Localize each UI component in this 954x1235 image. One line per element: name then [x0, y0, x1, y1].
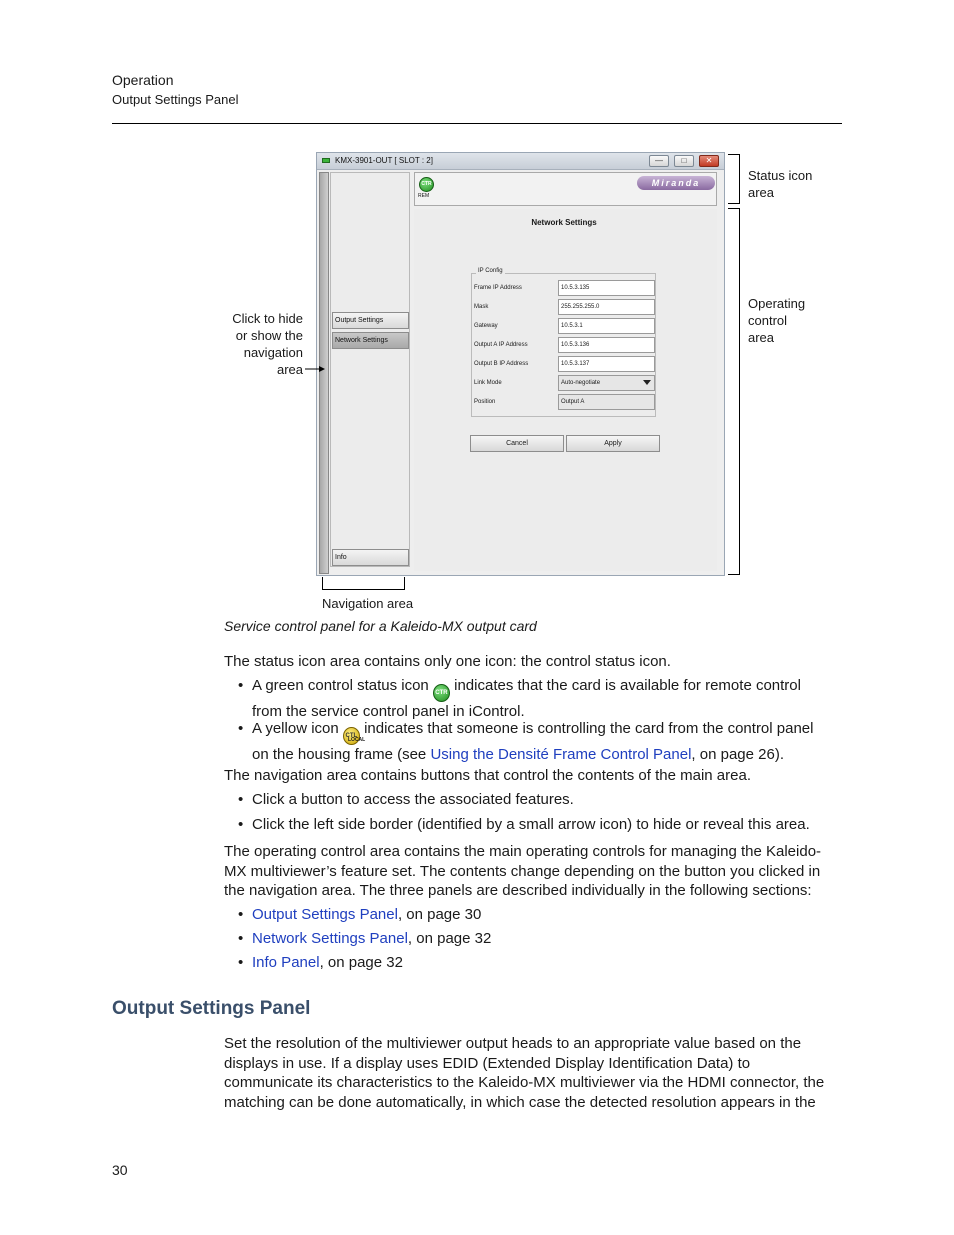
paragraph-operating: [224, 842, 844, 901]
hide-show-callout: [210, 310, 303, 378]
gateway-label: Gateway: [474, 323, 498, 329]
control-status-icon[interactable]: CTR: [419, 177, 434, 192]
paragraph-output-settings: [224, 1034, 844, 1112]
panel-title: Network Settings: [531, 218, 597, 227]
yellow-status-icon: CTL: [343, 727, 360, 745]
info-panel-link[interactable]: Info Panel: [252, 954, 320, 971]
apply-button[interactable]: Apply: [566, 435, 660, 452]
bullet-text-span: A yellow icon: [252, 720, 339, 737]
bullet-marker: •: [238, 791, 244, 808]
output-b-ip-input[interactable]: 10.5.3.137: [558, 356, 655, 372]
frame-ip-input[interactable]: 10.5.3.135: [558, 280, 655, 296]
link-suffix: , on page 32: [319, 954, 403, 971]
link-mode-select[interactable]: [558, 375, 655, 391]
paragraph-line: the navigation area. The three panels are described individually in the following sections:: [224, 882, 812, 899]
bullet-marker: •: [238, 954, 244, 971]
bullet-text-span: on the housing frame (see: [252, 746, 427, 763]
paragraph-line: MX multiviewer’s feature set. The contents change depending on the button you clicked in: [224, 862, 821, 880]
callout-line: area: [748, 185, 775, 200]
page-number: 30: [112, 1162, 128, 1178]
nav-network-settings-button[interactable]: Network Settings: [332, 332, 409, 349]
navigation-area-callout: Navigation area: [322, 596, 414, 611]
network-settings-link[interactable]: Network Settings Panel: [252, 930, 408, 947]
running-header-section: Operation: [112, 72, 174, 88]
mask-input[interactable]: 255.255.255.0: [558, 299, 655, 315]
yellow-icon-local-label: LOCAL: [348, 737, 366, 743]
cancel-button[interactable]: Cancel: [470, 435, 564, 452]
navigation-area: [330, 172, 410, 567]
bullet-text-span: A green control status icon: [252, 677, 429, 694]
hide-show-arrow-icon: [303, 363, 327, 375]
frame-ip-label: Frame IP Address: [474, 285, 522, 291]
gateway-input[interactable]: 10.5.3.1: [558, 318, 655, 334]
position-label: Position: [474, 399, 496, 405]
status-icon-area-bracket: [728, 154, 740, 204]
bullet-text-span: , on page 26).: [691, 746, 784, 763]
running-header-subsection: Output Settings Panel: [112, 92, 239, 107]
nav-output-settings-button[interactable]: Output Settings: [332, 312, 409, 329]
link-item: [252, 953, 844, 973]
paragraph-line: The operating control area contains the main operating controls for managing the Kaleido-: [224, 843, 822, 860]
operating-control-area-bracket: [728, 208, 740, 575]
link-mode-value: Auto-negotiate: [561, 380, 601, 386]
callout-line: or show the: [235, 328, 303, 343]
status-led-icon: [322, 158, 330, 163]
nav-info-button[interactable]: Info: [332, 549, 409, 566]
paragraph-line: displays in use. If a display uses EDID (Extended Display Identification Data) to: [224, 1054, 751, 1072]
bullet-marker: •: [238, 677, 244, 694]
callout-line: area: [276, 362, 303, 377]
callout-line: Click to hide: [232, 311, 303, 326]
paragraph-line: Set the resolution of the multiviewer output heads to an appropriate value based on the: [224, 1035, 802, 1052]
section-heading: Output Settings Panel: [112, 998, 311, 1019]
bullet-yellow-icon: [252, 719, 844, 765]
bullet-marker: •: [238, 816, 244, 833]
output-a-ip-label: Output A IP Address: [474, 342, 528, 348]
densite-frame-panel-link[interactable]: Using the Densité Frame Control Panel: [430, 746, 692, 763]
operating-control-area: [414, 209, 717, 571]
position-value: Output A: [558, 394, 655, 410]
green-status-icon: CTR: [433, 684, 450, 702]
maximize-icon[interactable]: □: [674, 155, 694, 167]
dropdown-arrow-icon: [643, 380, 651, 385]
callout-line: area: [748, 330, 775, 345]
output-b-ip-label: Output B IP Address: [474, 361, 529, 367]
window-titlebar: [317, 153, 724, 170]
callout-line: Status icon: [748, 168, 813, 183]
header-rule: [112, 123, 842, 124]
link-suffix: , on page 32: [407, 930, 492, 947]
bullet-click-border: Click the left side border (identified by a small arrow icon) to hide or reveal this area.: [252, 816, 810, 833]
bullet-marker: •: [238, 930, 244, 947]
bullet-click-button: Click a button to access the associated features.: [252, 791, 574, 808]
bullet-text-span: indicates that someone is controlling the card from the control panel: [364, 720, 814, 737]
link-item: [252, 905, 844, 925]
paragraph-navigation: The navigation area contains buttons that control the contents of the main area.: [224, 767, 751, 784]
output-settings-link[interactable]: Output Settings Panel: [252, 906, 398, 923]
mask-label: Mask: [474, 304, 489, 310]
bullet-green-icon: [252, 676, 844, 722]
window-title: KMX-3901-OUT [ SLOT : 2]: [335, 156, 433, 165]
paragraph-line: communicate its characteristics to the Kaleido-MX multiviewer via the HDMI connector, the: [224, 1074, 825, 1091]
output-a-ip-input[interactable]: 10.5.3.136: [558, 337, 655, 353]
close-icon[interactable]: ✕: [699, 155, 719, 167]
operating-control-area-callout: [748, 295, 805, 346]
status-icon-area: [414, 172, 717, 206]
link-item: [252, 929, 844, 949]
callout-line: Operating: [748, 296, 806, 311]
ip-config-legend: IP Config: [478, 268, 503, 274]
service-control-window: [316, 152, 725, 576]
callout-line: control: [748, 313, 788, 328]
bullet-marker: •: [238, 720, 244, 737]
paragraph-line: matching can be done automatically, in which case the detected resolution appears in the: [224, 1093, 816, 1111]
paragraph-status-icon: The status icon area contains only one icon: the control status icon.: [224, 653, 671, 670]
link-mode-label: Link Mode: [474, 380, 502, 386]
bullet-text-span: indicates that the card is available for remote control: [454, 677, 801, 694]
figure-caption: Service control panel for a Kaleido-MX output card: [224, 618, 537, 634]
control-status-rem-label: REM: [418, 193, 430, 199]
bullet-marker: •: [238, 906, 244, 923]
bullet-text-span: from the service control panel in iControl.: [252, 703, 525, 720]
navigation-area-bracket: [322, 577, 405, 590]
minimize-icon[interactable]: —: [649, 155, 669, 167]
status-icon-area-callout: [748, 167, 812, 201]
link-suffix: , on page 30: [397, 906, 482, 923]
miranda-logo: Miranda: [637, 176, 715, 190]
callout-line: navigation: [243, 345, 303, 360]
